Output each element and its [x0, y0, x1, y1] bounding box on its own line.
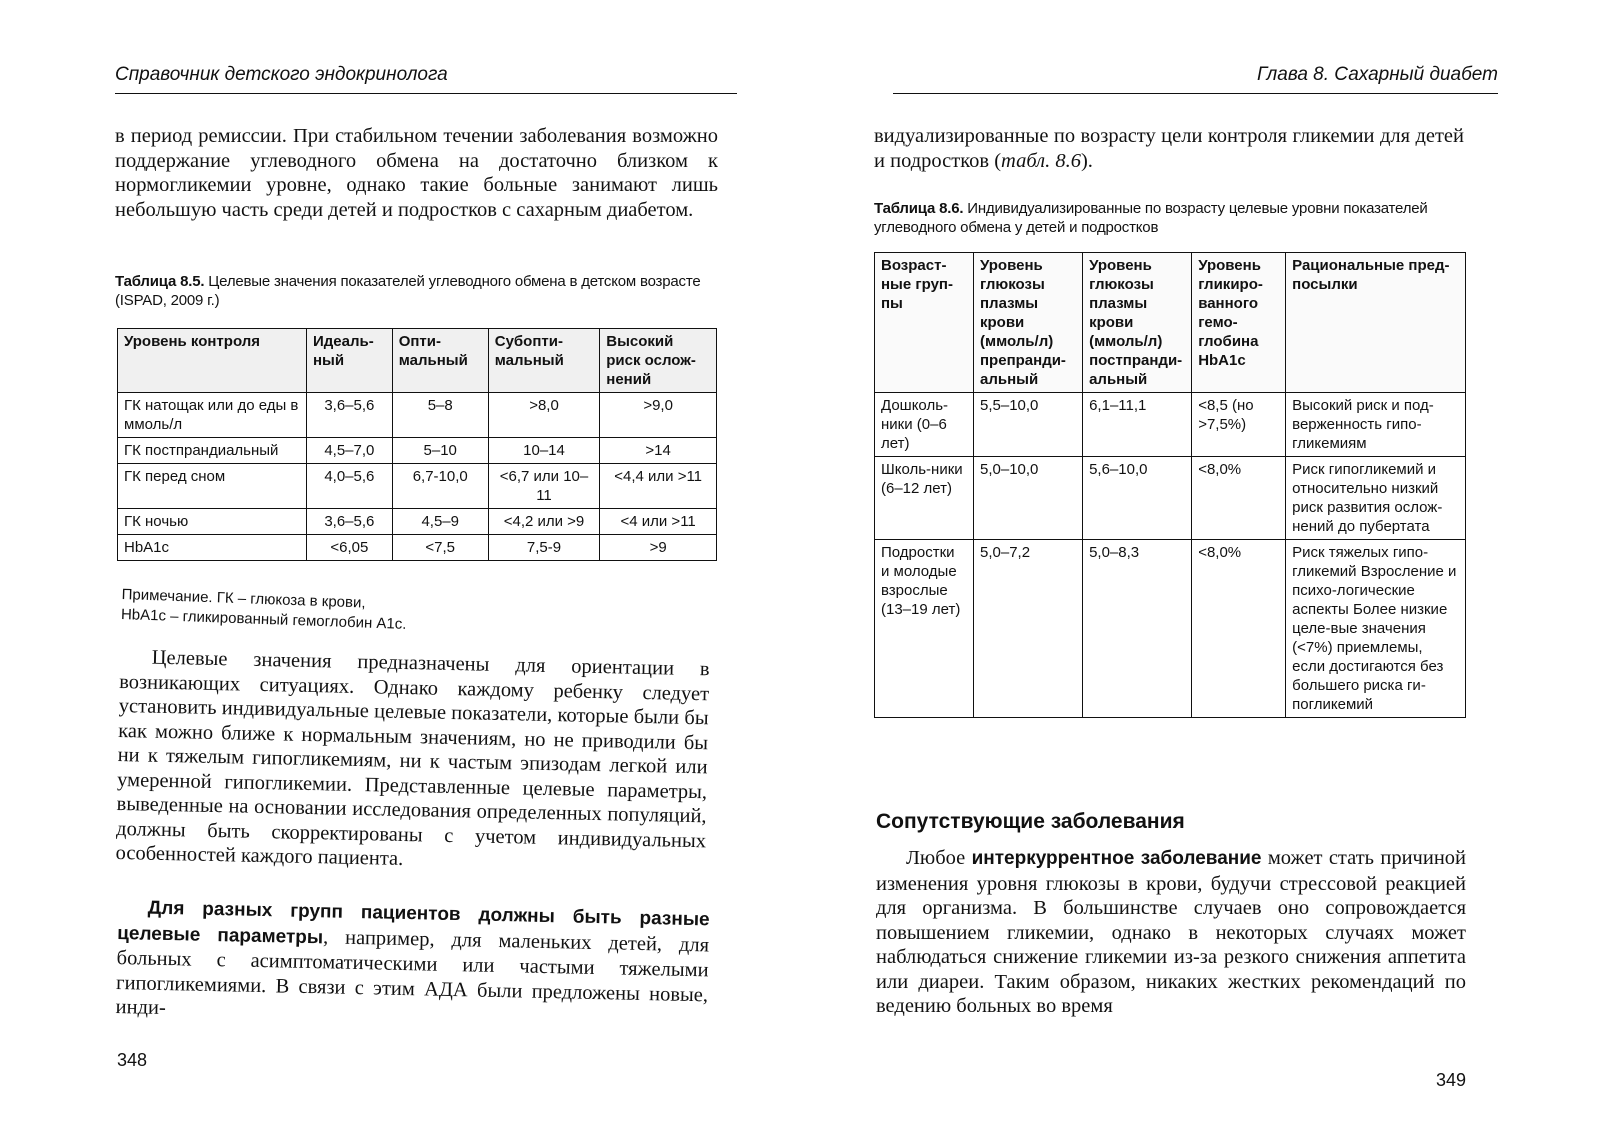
table-cell: <4 или >11	[600, 509, 717, 535]
table-cell: 4,0–5,6	[306, 464, 392, 509]
table-cell: <4,2 или >9	[488, 509, 600, 535]
table-cell: ГК ночью	[118, 509, 307, 535]
left-paragraph-3-text: , например, для маленьких детей, для больных с асимптоматическими или частыми тяжелыми гипогликемиями. В связи с этим АДА были предложены новые, инди-	[115, 925, 710, 1020]
table-cell: 5–8	[392, 393, 488, 438]
note-line-2: HbA1c – гликированный гемоглобин A1c.	[120, 605, 407, 633]
table-row	[875, 457, 1466, 540]
table-cell: Риск тяжелых гипо-гликемий Взросление и психо-логические аспекты Более низкие целе-вые значения (<7%) приемлемы, если достигаются без большего риска ги-погликемий	[1286, 540, 1466, 718]
table-cell: 4,5–9	[392, 509, 488, 535]
table-cell: 3,6–5,6	[306, 393, 392, 438]
table-row	[875, 393, 1466, 457]
table-cell: 10–14	[488, 438, 600, 464]
page-number-right: 349	[1436, 1070, 1467, 1090]
table-cell: >9	[600, 535, 717, 561]
table-cell: 4,5–7,0	[306, 438, 392, 464]
left-paragraph-3-bold: Для разных групп пациентов должны быть разные целевые параметры	[116, 897, 710, 948]
table-cell: <8,0%	[1192, 540, 1286, 718]
header-cell: Уровень глюкозы плазмы крови (ммоль/л) препранди-альный	[974, 253, 1083, 393]
table-cell: ГК натощак или до еды в ммоль/л	[118, 393, 307, 438]
table-cell: >8,0	[488, 393, 600, 438]
right-paragraph-1-end: ).	[1080, 149, 1093, 172]
header-cell: Уровень глюкозы плазмы крови (ммоль/л) постпранди-альный	[1083, 253, 1192, 393]
section-heading: Сопутствующие заболевания	[876, 810, 1185, 833]
header-cell: Опти-мальный	[392, 329, 488, 393]
note-line-1: Примечание. ГК – глюкоза в крови,	[121, 585, 366, 612]
right-paragraph-2	[876, 846, 1466, 1019]
table-cell: <8,0%	[1192, 457, 1286, 540]
table-cell: Дошколь-ники (0–6 лет)	[875, 393, 974, 457]
right-paragraph-1-start: видуализированные по возрасту цели контроля гликемии для детей и подростков (	[874, 125, 1464, 172]
table-row	[875, 540, 1466, 718]
table-cell: HbA1c	[118, 535, 307, 561]
table-cell: <7,5	[392, 535, 488, 561]
table-reference: табл. 8.6	[1001, 149, 1081, 172]
table-8-6-title: Индивидуализированные по возрасту целевые уровни показателей углеводного обмена у детей и подростков	[874, 200, 1428, 236]
table-cell: 6,1–11,1	[1083, 393, 1192, 457]
table-row	[118, 535, 717, 561]
left-page	[0, 0, 800, 1144]
table-8-6	[874, 252, 1466, 718]
header-cell: Уровень гликиро-ванного гемо-глобина HbA1c	[1192, 253, 1286, 393]
table-8-6-label: Таблица 8.6.	[874, 200, 964, 217]
table-cell: ГК постпрандиальный	[118, 438, 307, 464]
right-paragraph-2-text: может стать причиной изменения уровня глюкозы в крови, будучи стрессовой реакцией для организма. В большинстве случаев оно сопровождается повышением гликемии, однако в некоторых случаях может наблюдаться снижение гликемии из-за резкого снижения аппетита или диареи. Таким образом, никаких жестких рекомендаций по ведению больных во время	[876, 847, 1467, 1017]
table-8-5	[117, 328, 717, 561]
table-cell: 5,0–7,2	[974, 540, 1083, 718]
table-8-5-caption	[115, 272, 720, 310]
table-cell: <4,4 или >11	[600, 464, 717, 509]
right-running-head: Глава 8. Сахарный диабет	[1257, 64, 1498, 85]
table-cell: 5,6–10,0	[1083, 457, 1192, 540]
right-paragraph-2-bold: интеркуррентное заболевание	[971, 848, 1262, 869]
page-number-left: 348	[117, 1050, 148, 1070]
header-cell: Идеаль-ный	[306, 329, 392, 393]
right-paragraph-2-start: Любое	[906, 847, 972, 869]
table-row	[118, 464, 717, 509]
table-8-5-title: Целевые значения показателей углеводного обмена в детском возрасте (ISPAD, 2009 г.)	[115, 273, 701, 309]
table-row	[118, 438, 717, 464]
table-cell: <8,5 (но >7,5%)	[1192, 393, 1286, 457]
right-paragraph-1	[874, 124, 1464, 173]
left-paragraph-1: в период ремиссии. При стабильном течении заболевания возможно поддержание углеводного обмена на достаточно близком к нормогликемии уровне, однако такие больные занимают лишь небольшую часть среди детей и подростков с сахарным диабетом.	[115, 125, 718, 221]
table-cell: >14	[600, 438, 717, 464]
header-cell: Возраст-ные груп-пы	[875, 253, 974, 393]
left-paragraph-3	[115, 895, 709, 1032]
table-cell: 7,5-9	[488, 535, 600, 561]
table-header-row	[118, 329, 717, 393]
left-head-rule	[115, 93, 737, 94]
table-cell: 5,0–8,3	[1083, 540, 1192, 718]
header-cell: Высокий риск ослож-нений	[600, 329, 717, 393]
table-row	[118, 393, 717, 438]
table-cell: >9,0	[600, 393, 717, 438]
table-cell: 5–10	[392, 438, 488, 464]
table-cell: ГК перед сном	[118, 464, 307, 509]
table-8-6-caption	[874, 199, 1464, 237]
left-paragraph-2: Целевые значения предназначены для ориентации в возникающих ситуациях. Однако каждому ребенку следует установить индивидуальные целевые показатели, которые были бы как можно ближе к нормальным значениям, но не приводили бы ни к тяжелым гипогликемиям, ни к частым эпизодам легкой или умеренной гипогликемии. Представленные целевые параметры, выведенные на основании исследования определенных популяций, должны быть скорректированы с учетом индивидуальных особенностей каждого пациента.	[115, 646, 710, 870]
table-cell: <6,05	[306, 535, 392, 561]
table-cell: Подростки и молодые взрослые (13–19 лет)	[875, 540, 974, 718]
right-page	[800, 0, 1601, 1144]
table-8-5-note	[121, 585, 542, 640]
table-8-5-label: Таблица 8.5.	[115, 273, 205, 290]
header-cell: Рациональные пред-посылки	[1286, 253, 1466, 393]
table-cell: 6,7-10,0	[392, 464, 488, 509]
table-cell: 5,0–10,0	[974, 457, 1083, 540]
table-cell: <6,7 или 10–11	[488, 464, 600, 509]
table-cell: 3,6–5,6	[306, 509, 392, 535]
header-cell: Субопти-мальный	[488, 329, 600, 393]
table-header-row	[875, 253, 1466, 393]
left-running-head: Справочник детского эндокринолога	[115, 64, 448, 85]
right-head-rule	[893, 93, 1498, 94]
table-cell: Риск гипогликемий и относительно низкий риск развития ослож-нений до пубертата	[1286, 457, 1466, 540]
table-cell: 5,5–10,0	[974, 393, 1083, 457]
table-cell: Высокий риск и под-верженность гипо-гликемиям	[1286, 393, 1466, 457]
table-cell: Школь-ники (6–12 лет)	[875, 457, 974, 540]
table-row	[118, 509, 717, 535]
header-cell: Уровень контроля	[118, 329, 307, 393]
